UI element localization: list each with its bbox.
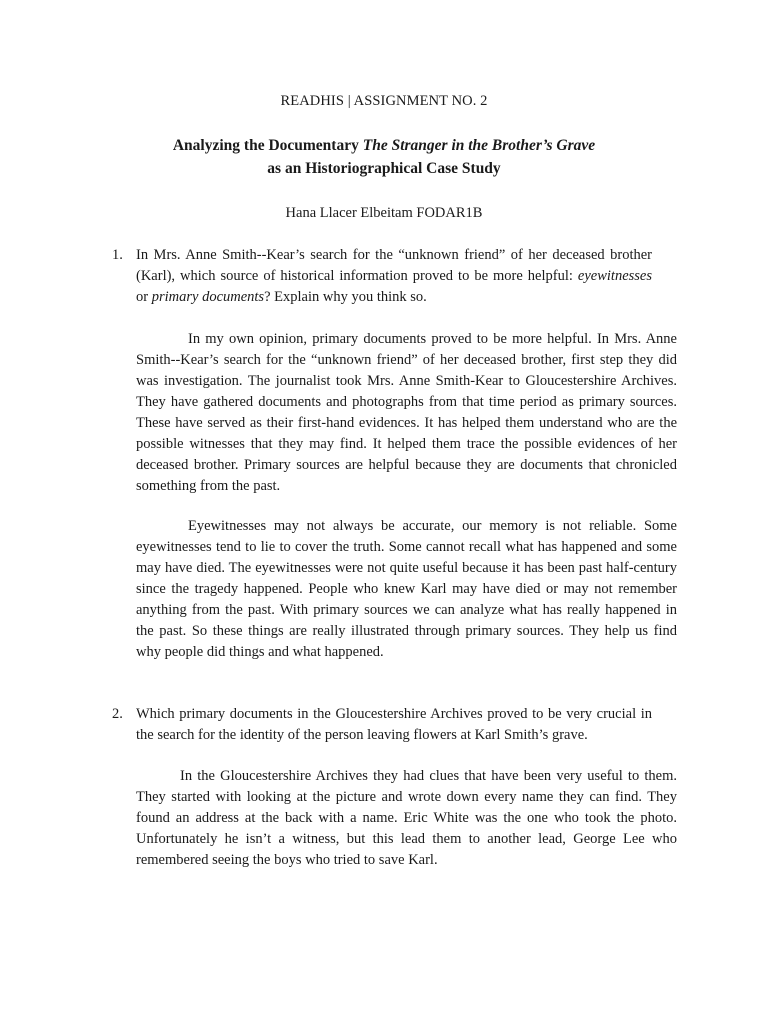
question-text: In Mrs. Anne Smith--Kear’s search for the “unknown friend” of her deceased brother (Karl), which source of historical information proved to be more helpful: eyewitnesses or primary documents? Explain why you think so. <box>136 247 652 305</box>
option-primary-documents: primary documents <box>151 289 265 305</box>
documentary-name: The Stranger in the Brother’s Grave <box>362 137 596 154</box>
question-number: 2. <box>112 706 123 722</box>
answer-paragraph: Eyewitnesses may not always be accurate, our memory is not reliable. Some eyewitnesses tend to lie to cover the truth. Some cannot recall what has happened and some may have died. The eyewitnesses were not quite useful because it has been past half-century since the tragedy happened. People who knew Karl may have died or may not remember anything from the past. With primary sources we can analyze what has really happened in the past. So these things are really illustrated through primary sources. They help us find why people did things and what happened. <box>136 518 677 660</box>
question-text: Which primary documents in the Gloucestershire Archives proved to be very crucial in the search for the identity of the person leaving flowers at Karl Smith’s grave. <box>136 706 652 743</box>
question-number: 1. <box>112 247 123 263</box>
option-eyewitnesses: eyewitnesses <box>577 268 652 284</box>
title-prefix: Analyzing the Documentary <box>172 137 363 154</box>
author-line: Hana Llacer Elbeitam FODAR1B <box>285 205 483 221</box>
question-1 <box>112 245 652 308</box>
course-header: READHIS | ASSIGNMENT NO. 2 <box>280 93 488 109</box>
title-line-2: as an Historiographical Case Study <box>267 160 501 177</box>
answer-paragraph: In my own opinion, primary documents proved to be more helpful. In Mrs. Anne Smith--Kear’s search for the “unknown friend” of her deceased brother, first step they did was investigation. The journalist took Mrs. Anne Smith-Kear to Gloucestershire Archives. They have gathered documents and photographs from that time period as primary sources. These have served as their first-hand evidences. It has helped them understand who are the possible witnesses that they may find. It helped them trace the possible evidences of her deceased brother. Primary sources are helpful because they are documents that chronicled something from the past. <box>136 331 677 494</box>
title-line-1 <box>0 134 768 157</box>
question-2 <box>112 704 652 746</box>
answer-paragraph: In the Gloucestershire Archives they had clues that have been very useful to them. They started with looking at the picture and wrote down every name they can find. They found an address at the back with a name. Eric White was the one who took the photo. Unfortunately he isn’t a witness, but this lead them to another lead, George Lee who remembered seeing the boys who tried to save Karl. <box>136 768 677 868</box>
document-title <box>0 134 768 180</box>
